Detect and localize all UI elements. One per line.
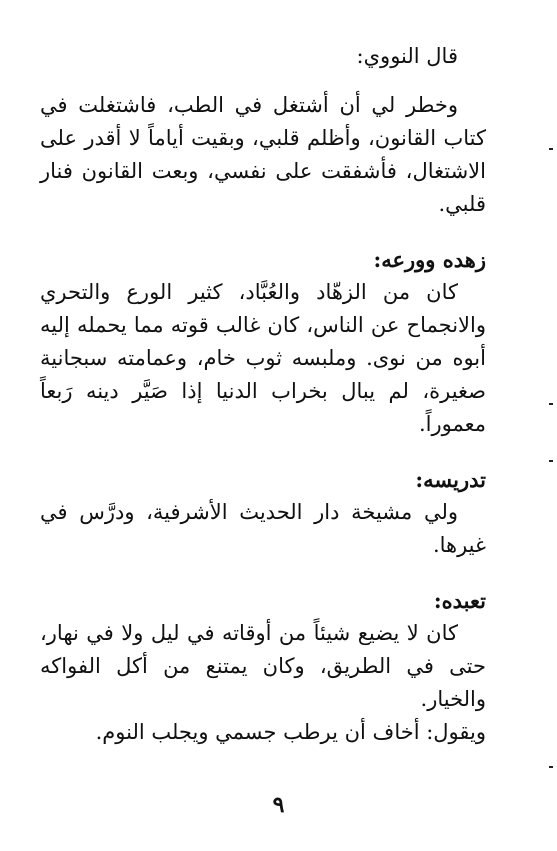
section-heading-asceticism: زهده وورعه: bbox=[373, 247, 486, 272]
section-heading-worship: تعبده: bbox=[433, 588, 486, 613]
section-body-worship: كان لا يضيع شيئاً من أوقاته في ليل ولا في نهار، حتى في الطريق، وكان يمتنع من أكل الفواكه والخيار. bbox=[40, 621, 486, 711]
intro-paragraph: وخطر لي أن أشتغل في الطب، فاشتغلت في كتاب القانون، وأظلم قلبي، وبقيت أياماً لا أقدر على الاشتغال، فأشفقت على نفسي، وبعت القانون فنار قلبي. bbox=[40, 93, 486, 216]
margin-mark bbox=[549, 766, 553, 768]
section-heading-teaching: تدريسه: bbox=[415, 467, 486, 492]
section-body-worship-quote: ويقول: أخاف أن يرطب جسمي ويجلب النوم. bbox=[95, 720, 486, 744]
section-body-asceticism: كان من الزهّاد والعُبَّاد، كثير الورع والتحري والانجماح عن الناس، كان غالب قوته مما يحمله إليه أبوه من نوى. وملبسه ثوب خام، وعمامته سبجانية صغيرة، لم يبال بخراب الدنيا إذا صَيَّر دينه رَبعاً معموراً. bbox=[40, 280, 486, 436]
margin-mark bbox=[549, 460, 553, 462]
margin-mark bbox=[549, 403, 553, 405]
attribution-line: قال النووي: bbox=[356, 44, 458, 68]
margin-mark bbox=[549, 148, 553, 150]
page-content bbox=[40, 40, 486, 749]
section-body-teaching: ولي مشيخة دار الحديث الأشرفية، ودرَّس في غيرها. bbox=[40, 500, 486, 557]
page-number: ٩ bbox=[272, 792, 285, 818]
